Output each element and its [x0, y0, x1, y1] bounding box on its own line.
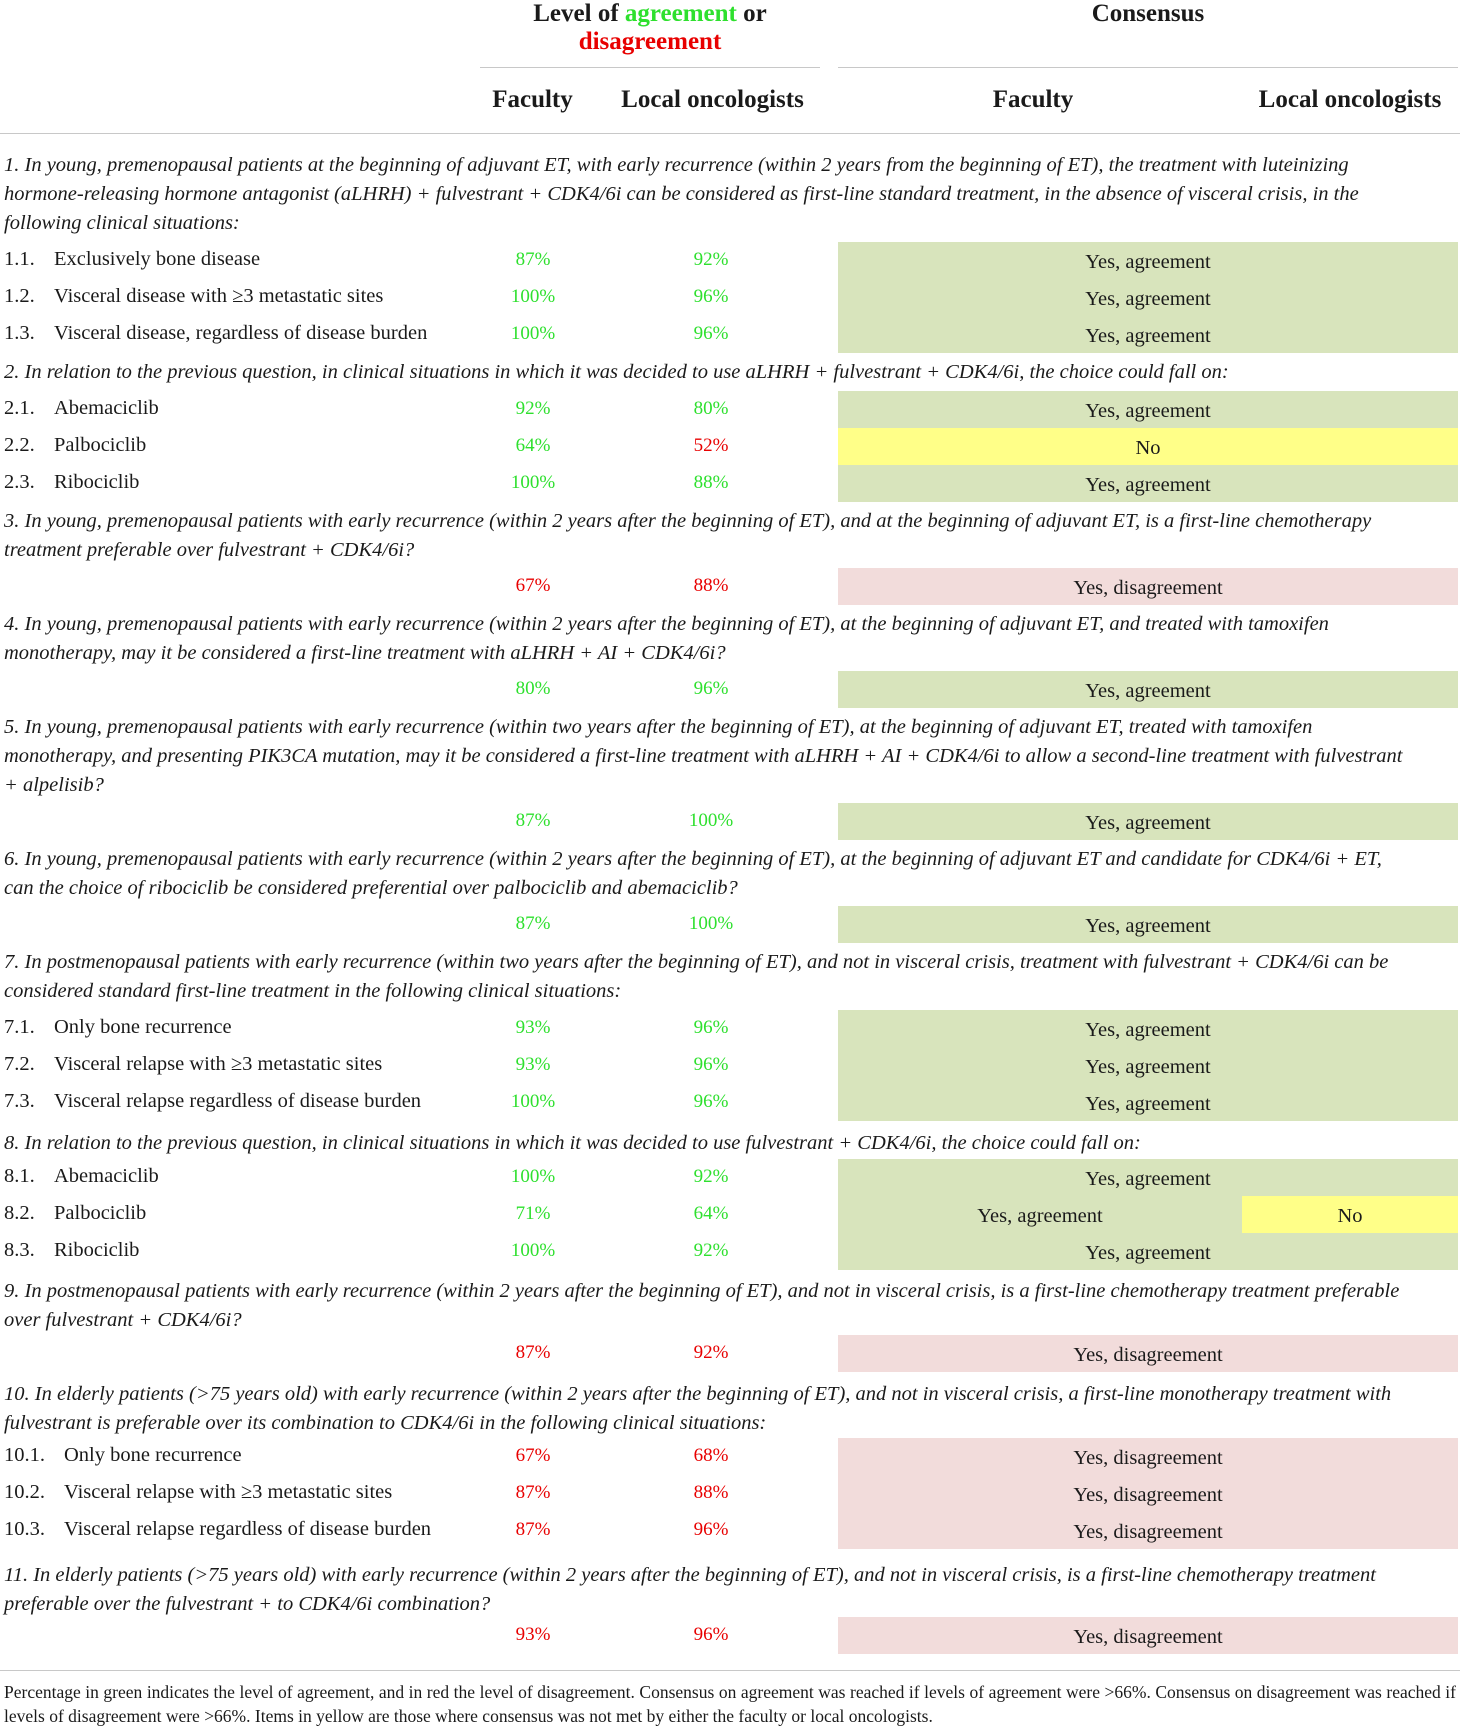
local-percent: 80% — [693, 398, 729, 419]
question-6: 6. In young, premenopausal patients with early recurrence (within 2 years after the beginning of ET), at the beginning of adjuvant ET and candidate for CDK4/6i + ET, can the choice of ribociclib be considered preferential over palbociclib and abemaciclib? — [4, 848, 1382, 899]
local-percent: 96% — [693, 1054, 729, 1075]
table-row — [0, 279, 1460, 316]
local-percent: 100% — [688, 810, 734, 831]
local-percent: 64% — [693, 1203, 729, 1224]
faculty-percent: 87% — [515, 249, 551, 270]
faculty-percent: 67% — [515, 575, 551, 596]
faculty-percent: 87% — [515, 1519, 551, 1540]
table-row — [0, 391, 1460, 428]
table-row — [0, 803, 1460, 840]
row-label: Visceral relapse regardless of disease burden — [64, 1518, 432, 1540]
row-label: Visceral relapse regardless of disease burden — [54, 1090, 422, 1112]
consensus-cell: Yes, agreement — [838, 1047, 1458, 1084]
level-header-agreement: agreement — [624, 0, 737, 27]
footnote: Percentage in green indicates the level of agreement, and in red the level of disagreement. Consensus on agreement was reached if levels of agreement were >66%. Consensus on disagreement was reached if levels of disagreement were >66%. Items in yellow are those where consensus was not met by either the faculty or local oncologists. — [4, 1682, 1456, 1726]
consensus-cell: Yes, disagreement — [838, 1335, 1458, 1372]
consensus-header: Consensus — [1091, 0, 1205, 27]
col-faculty-header: Faculty — [492, 86, 573, 113]
consensus-cell: Yes, agreement — [838, 1084, 1458, 1121]
row-label: Exclusively bone disease — [54, 248, 261, 270]
local-percent: 96% — [693, 323, 729, 344]
row-number: 1.2. — [4, 285, 35, 307]
faculty-percent: 87% — [515, 1482, 551, 1503]
col-cons-faculty-header: Faculty — [992, 86, 1074, 113]
consensus-cell: Yes, disagreement — [838, 1438, 1458, 1475]
row-number: 8.1. — [4, 1165, 35, 1187]
local-percent: 92% — [693, 1166, 729, 1187]
row-number: 7.3. — [4, 1090, 35, 1112]
table-row — [0, 1084, 1460, 1121]
row-number: 8.2. — [4, 1202, 35, 1224]
row-number: 1.3. — [4, 322, 35, 344]
table-row — [0, 1475, 1460, 1512]
row-number: 2.2. — [4, 434, 35, 456]
faculty-percent: 100% — [510, 472, 556, 493]
consensus-cell: Yes, agreement — [838, 1233, 1458, 1270]
table-row — [0, 465, 1460, 502]
header-rule-left — [480, 67, 820, 68]
level-header-disagreement: disagreement — [578, 28, 722, 55]
table-row — [0, 242, 1460, 279]
row-label: Palbociclib — [54, 1202, 147, 1224]
consensus-cell: Yes, disagreement — [838, 1512, 1458, 1549]
local-percent: 96% — [693, 1519, 729, 1540]
row-number: 1.1. — [4, 248, 35, 270]
col-local-header: Local oncologists — [621, 86, 804, 113]
table-row — [0, 568, 1460, 605]
faculty-percent: 100% — [510, 286, 556, 307]
table-row — [0, 671, 1460, 708]
row-label: Only bone recurrence — [54, 1016, 232, 1038]
row-number: 7.1. — [4, 1016, 35, 1038]
faculty-percent: 100% — [510, 323, 556, 344]
local-percent: 92% — [693, 249, 729, 270]
local-percent: 88% — [693, 472, 729, 493]
row-number: 8.3. — [4, 1239, 35, 1261]
consensus-cell: Yes, agreement — [838, 316, 1458, 353]
row-number: 2.3. — [4, 471, 35, 493]
consensus-cell: Yes, agreement — [838, 1010, 1458, 1047]
local-percent: 92% — [693, 1240, 729, 1261]
level-header — [480, 0, 820, 56]
row-label: Ribociclib — [54, 1239, 140, 1261]
faculty-percent: 67% — [515, 1445, 551, 1466]
consensus-cell: Yes, agreement — [838, 242, 1458, 279]
row-label: Ribociclib — [54, 471, 140, 493]
row-number: 10.2. — [4, 1481, 45, 1503]
faculty-percent: 87% — [515, 810, 551, 831]
faculty-percent: 93% — [515, 1054, 551, 1075]
header-bottom-rule — [0, 133, 1460, 134]
question-9: 9. In postmenopausal patients with early recurrence (within 2 years after the beginning of ET), and not in visceral crisis, is a first-line chemotherapy treatment preferable over fulvestrant + CDK4/6i? — [4, 1280, 1400, 1331]
table-row — [0, 906, 1460, 943]
local-percent: 52% — [693, 435, 729, 456]
table-row — [0, 1438, 1460, 1475]
faculty-percent: 71% — [515, 1203, 551, 1224]
consensus-cell: Yes, agreement — [838, 465, 1458, 502]
local-percent: 96% — [693, 1017, 729, 1038]
level-header-or: or — [736, 0, 767, 27]
faculty-percent: 87% — [515, 1342, 551, 1363]
row-label: Visceral relapse with ≥3 metastatic sites — [54, 1053, 383, 1075]
question-10: 10. In elderly patients (>75 years old) with early recurrence (within 2 years after the beginning of ET), and not in visceral crisis, a first-line monotherapy treatment with fulvestrant is preferable over its combination to CDK4/6i in the following clinical situations: — [4, 1383, 1392, 1434]
header-rule-right — [838, 67, 1458, 68]
consensus-cell: Yes, agreement — [838, 279, 1458, 316]
faculty-percent: 93% — [515, 1017, 551, 1038]
table-row — [0, 1335, 1460, 1372]
faculty-percent: 80% — [515, 678, 551, 699]
local-percent: 96% — [693, 286, 729, 307]
row-number: 10.3. — [4, 1518, 45, 1540]
faculty-percent: 93% — [515, 1624, 551, 1645]
local-percent: 88% — [693, 1482, 729, 1503]
table-row — [0, 1159, 1460, 1196]
consensus-cell: No — [838, 428, 1458, 465]
row-label: Visceral disease, regardless of disease burden — [54, 322, 428, 344]
faculty-percent: 100% — [510, 1091, 556, 1112]
row-number: 10.1. — [4, 1444, 45, 1466]
table-row — [0, 428, 1460, 465]
question-1: 1. In young, premenopausal patients at the beginning of adjuvant ET, with early recurrence (within 2 years from the beginning of ET), the treatment with luteinizing hormone-releasing hormone antagonist (aLHRH) + fulvestrant + CDK4/6i can be considered as first-line standard treatment, in the absence of visceral crisis, in the following clinical situations: — [4, 154, 1359, 234]
row-label: Only bone recurrence — [64, 1444, 242, 1466]
row-number: 7.2. — [4, 1053, 35, 1075]
consensus-cell: Yes, disagreement — [838, 568, 1458, 605]
local-percent: 96% — [693, 678, 729, 699]
table-row — [0, 1233, 1460, 1270]
table-row — [0, 1196, 1460, 1233]
table-bottom-rule — [0, 1670, 1460, 1671]
local-percent: 68% — [693, 1445, 729, 1466]
level-header-part1: Level of — [533, 0, 625, 27]
faculty-percent: 100% — [510, 1240, 556, 1261]
question-5: 5. In young, premenopausal patients with early recurrence (within two years after the beginning of ET), at the beginning of adjuvant ET, treated with tamoxifen monotherapy, and presenting PIK3CA mutation, may it be considered a first-line treatment with aLHRH + AI + CDK4/6i to allow a second-line treatment with fulvestrant + alpelisib? — [4, 716, 1403, 796]
local-percent: 92% — [693, 1342, 729, 1363]
row-label: Visceral disease with ≥3 metastatic sites — [54, 285, 384, 307]
table-row — [0, 1010, 1460, 1047]
faculty-percent: 64% — [515, 435, 551, 456]
question-4: 4. In young, premenopausal patients with early recurrence (within 2 years after the beginning of ET), at the beginning of adjuvant ET, and treated with tamoxifen monotherapy, may it be considered a first-line treatment with aLHRH + AI + CDK4/6i? — [4, 613, 1329, 664]
col-cons-local-header: Local oncologists — [1258, 86, 1442, 113]
consensus-cell: Yes, disagreement — [838, 1617, 1458, 1654]
row-label: Palbociclib — [54, 434, 147, 456]
row-number: 2.1. — [4, 397, 35, 419]
consensus-cell-faculty: Yes, agreement — [838, 1196, 1242, 1233]
consensus-cell: Yes, agreement — [838, 391, 1458, 428]
local-percent: 96% — [693, 1091, 729, 1112]
row-label: Visceral relapse with ≥3 metastatic sites — [64, 1481, 393, 1503]
table-row — [0, 1512, 1460, 1549]
local-percent: 88% — [693, 575, 729, 596]
consensus-cell-local: No — [1242, 1196, 1458, 1233]
faculty-percent: 100% — [510, 1166, 556, 1187]
table-row — [0, 1047, 1460, 1084]
question-7: 7. In postmenopausal patients with early recurrence (within two years after the beginning of ET), and not in visceral crisis, treatment with fulvestrant + CDK4/6i can be considered standard first-line treatment in the following clinical situations: — [4, 951, 1389, 1002]
question-11: 11. In elderly patients (>75 years old) with early recurrence (within 2 years after the beginning of ET), and not in visceral crisis, is a first-line chemotherapy treatment preferable over the fulvestrant + to CDK4/6i combination? — [4, 1564, 1376, 1615]
local-percent: 100% — [688, 913, 734, 934]
question-3: 3. In young, premenopausal patients with early recurrence (within 2 years after the beginning of ET), and at the beginning of adjuvant ET, is a first-line chemotherapy treatment preferable over fulvestrant + CDK4/6i? — [4, 510, 1372, 561]
consensus-cell: Yes, agreement — [838, 671, 1458, 708]
row-label: Abemaciclib — [54, 397, 159, 419]
row-label: Abemaciclib — [54, 1165, 159, 1187]
consensus-cell: Yes, agreement — [838, 803, 1458, 840]
question-2: 2. In relation to the previous question, in clinical situations in which it was decided to use aLHRH + fulvestrant + CDK4/6i, the choice could fall on: — [4, 361, 1229, 383]
question-8: 8. In relation to the previous question, in clinical situations in which it was decided to use fulvestrant + CDK4/6i, the choice could fall on: — [4, 1132, 1141, 1154]
table-row — [0, 1617, 1460, 1654]
consensus-cell: Yes, agreement — [838, 906, 1458, 943]
consensus-cell: Yes, disagreement — [838, 1475, 1458, 1512]
faculty-percent: 87% — [515, 913, 551, 934]
faculty-percent: 92% — [515, 398, 551, 419]
table-row — [0, 316, 1460, 353]
consensus-cell: Yes, agreement — [838, 1159, 1458, 1196]
local-percent: 96% — [693, 1624, 729, 1645]
